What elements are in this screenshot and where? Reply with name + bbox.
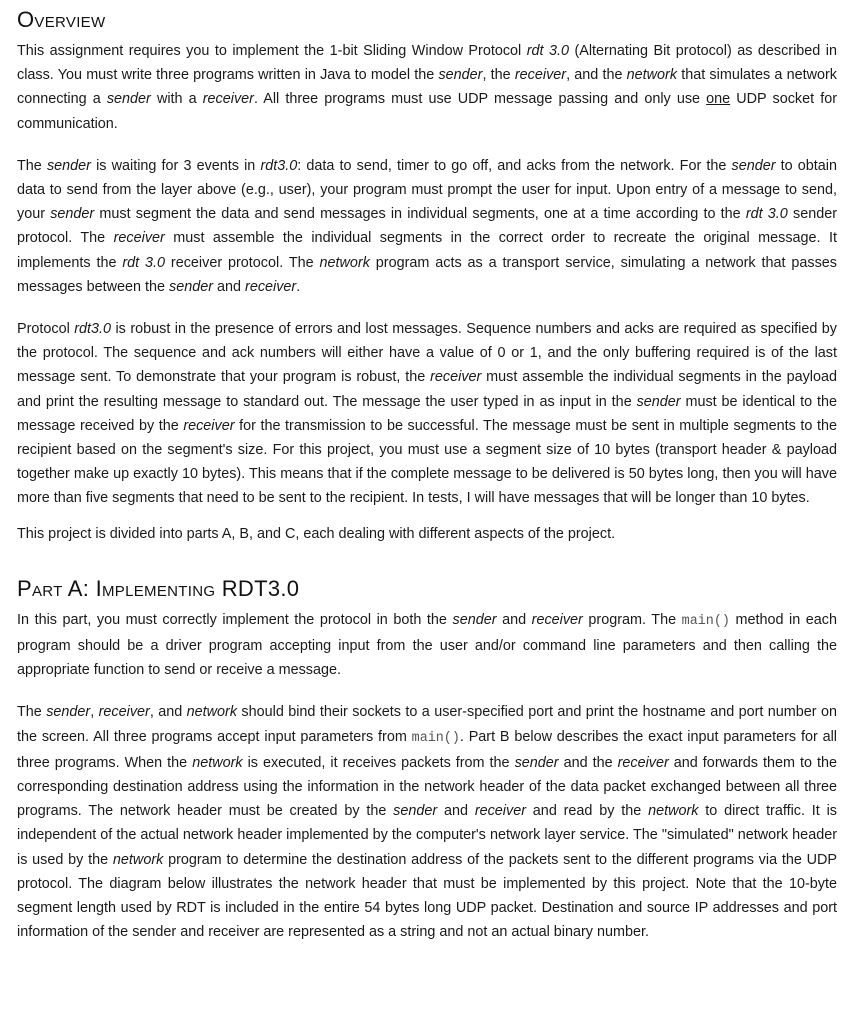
main-method-code: main(): [681, 613, 730, 629]
part-a-heading: Part A: Implementing RDT3.0: [17, 575, 300, 601]
document-page: [17, 0, 837, 945]
overview-paragraph-1: This assignment requires you to implement the 1-bit Sliding Window Protocol rdt 3.0 (Alternating Bit protocol) as described in class. You must write three programs written in Java to model the sender, the receiver, and the network that simulates a network connecting a sender with a receiver. All three programs must use UDP message passing and only use one UDP socket for communication.: [17, 43, 837, 132]
main-method-code: main(): [411, 730, 460, 746]
overview-heading: Overview: [17, 7, 106, 32]
overview-paragraph-3: Protocol rdt3.0 is robust in the presence of errors and lost messages. Sequence numbers and acks are required as specified by the protocol. The sequence and ack numbers will either have a value of 0 or 1, and the only buffering required is of the last message sent. To demonstrate that your program is robust, the receiver must assemble the individual segments in the payload and print the resulting message to standard out. The message the user typed in as input in the sender must be identical to the message received by the receiver for the transmission to be successful. The message must be sent in multiple segments to the recipient based on the segment's size. For this project, you must use a segment size of 10 bytes (transport header & payload together make up exactly 10 bytes). This means that if the complete message to be delivered is 50 bytes long, then you will have more than five segments that need to be sent to the recipient. In tests, I will have messages that will be longer than 10 bytes.: [17, 321, 838, 507]
overview-paragraph-2: The sender is waiting for 3 events in rdt3.0: data to send, timer to go off, and acks from the network. For the sender to obtain data to send from the layer above (e.g., user), your program must prompt the user for input. Upon entry of a message to send, your sender must segment the data and send messages in individual segments, one at a time according to the rdt 3.0 sender protocol. The receiver must assemble the individual segments in the correct order to recreate the original message. It implements the rdt 3.0 receiver protocol. The network program acts as a transport service, simulating a network that passes messages between the sender and receiver.: [17, 157, 838, 295]
overview-paragraph-4: This project is divided into parts A, B, and C, each dealing with different aspects of the project.: [17, 525, 616, 542]
part-a-paragraph-1: In this part, you must correctly implement the protocol in both the sender and receiver program. The main() method in each program should be a driver program accepting input from the user and/or command line parameters and then calling the appropriate function to send or receive a message.: [17, 611, 837, 679]
part-a-paragraph-2: The sender, receiver, and network should bind their sockets to a user-specified port and print the hostname and port number on the screen. All three programs accept input parameters from main(). Part B below describes the exact input parameters for all three programs. When the network is executed, it receives packets from the sender and the receiver and forwards them to the corresponding destination address using the information in the network header of the data packet exchanged between all three programs. The network header must be created by the sender and receiver and read by the network to direct traffic. It is independent of the actual network header implemented by the computer's network layer service. The "simulated" network header is used by the network program to determine the destination address of the packets sent to the different programs via the UDP protocol. The diagram below illustrates the network header that must be implemented by this project. Note that the 10-byte segment length used by RDT is included in the entire 54 bytes long UDP packet. Destination and source IP addresses and port information of the sender and receiver are represented as a string and not an actual binary number.: [17, 704, 838, 941]
